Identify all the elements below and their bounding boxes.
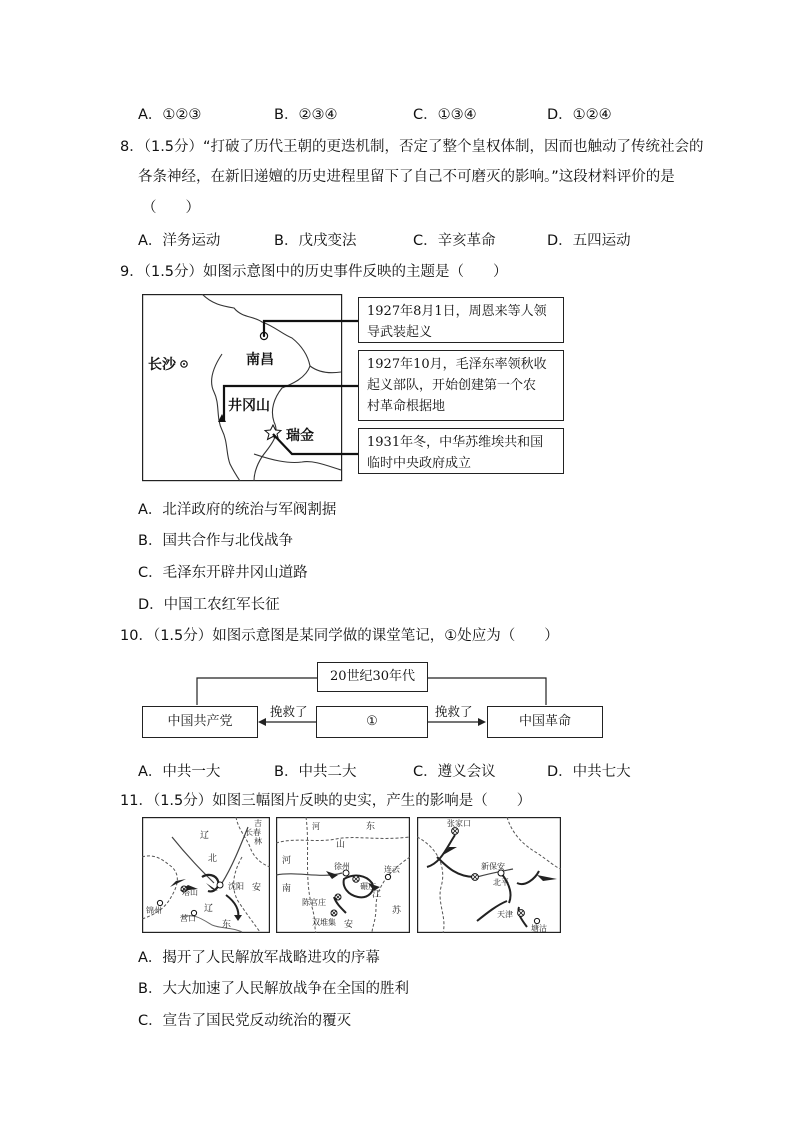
q9-option-a: A．北洋政府的统治与军阀割据 xyxy=(138,502,337,518)
q8-option-b: B．戊戌变法 xyxy=(274,233,357,249)
q7-option-b: B．②③④ xyxy=(274,107,338,123)
huaihai-map xyxy=(276,817,410,933)
q8-option-c: C．辛亥革命 xyxy=(413,233,496,249)
liaoshen-label-liao2: 辽 xyxy=(204,904,214,914)
q8-option-a: A．洋务运动 xyxy=(138,233,221,249)
huaihai-label-an: 安 xyxy=(344,920,354,930)
huaihai-label-shuangduiji: 双堆集 xyxy=(312,918,336,927)
pingjin-label-tianjin: 天津 xyxy=(497,910,513,919)
event-text: 1931年冬，中华苏维埃共和国 xyxy=(367,435,544,450)
liaoshen-label-ji: 吉 xyxy=(254,819,262,828)
q7-option-a: A．①②③ xyxy=(138,107,202,123)
pingjin-map xyxy=(417,817,561,933)
q10-arrow-right-label: 挽救了 xyxy=(435,704,473,719)
pingjin-label-xinbaoan: 新保安 xyxy=(481,862,505,871)
liaoshen-label-jinzhou: 锦州 xyxy=(146,906,162,915)
map-label-changsha: 长沙 xyxy=(148,357,176,373)
liaoshen-label-yingkou: 营口 xyxy=(180,914,196,923)
liaoshen-label-bei: 北 xyxy=(208,854,218,864)
liaoshen-label-dong: 东 xyxy=(222,920,232,930)
huaihai-label-shan: 山 xyxy=(336,840,346,850)
map-label-nanchang: 南昌 xyxy=(246,352,274,368)
huaihai-label-jiang: 江 xyxy=(372,890,382,900)
q10-arrow-left-label: 挽救了 xyxy=(270,704,308,719)
huaihai-label-he2: 河 xyxy=(282,856,292,866)
liaoshen-map xyxy=(142,817,270,933)
event-text: 临时中央政府成立 xyxy=(367,456,472,471)
q10-stem: 10．（1.5分）如图示意图是某同学做的课堂笔记，①处应为（ ） xyxy=(120,628,559,644)
huaihai-label-su: 苏 xyxy=(392,906,402,916)
q10-option-c: C．遵义会议 xyxy=(413,764,496,780)
liaoshen-label-liao: 辽 xyxy=(200,831,210,841)
q8-stem-line1: 8．（1.5分）“打破了历代王朝的更迭机制，否定了整个皇权体制，因而也触动了传统社会的 xyxy=(120,139,704,155)
q10-right-box: 中国革命 xyxy=(487,706,603,738)
q10-diagram xyxy=(138,658,608,742)
q9-option-b: B．国共合作与北伐战争 xyxy=(138,533,293,549)
huaihai-label-nianzhuang: 碾庄 xyxy=(360,882,376,891)
q10-top-box: 20世纪30年代 xyxy=(317,662,428,692)
event-text: 1927年10月，毛泽东率领秋收 xyxy=(367,357,547,372)
pingjin-label-beiping: 北平 xyxy=(493,878,509,887)
q9-event-box-ruijin xyxy=(358,428,564,474)
q9-option-d: D．中国工农红军长征 xyxy=(138,597,280,613)
event-text: 导武装起义 xyxy=(367,325,433,340)
huaihai-label-xuzhou: 徐州 xyxy=(334,862,350,871)
q11-option-c: C．宣告了国民党反动统治的覆灭 xyxy=(138,1013,352,1029)
q10-middle-box: ① xyxy=(316,706,428,738)
map-label-jinggangshan: 井冈山 xyxy=(228,398,270,414)
q10-option-d: D．中共七大 xyxy=(547,764,631,780)
event-text: 1927年8月1日，周恩来等人领 xyxy=(367,304,547,319)
q9-figure xyxy=(142,294,564,482)
q11-stem: 11．（1.5分）如图三幅图片反映的史实，产生的影响是（ ） xyxy=(120,793,532,809)
q11-map-pingjin xyxy=(417,817,561,933)
q9-option-c: C．毛泽东开辟井冈山道路 xyxy=(138,565,308,581)
q10-left-box: 中国共产党 xyxy=(142,706,258,738)
huaihai-label-nan: 南 xyxy=(282,884,292,894)
q9-event-box-jinggangshan xyxy=(358,350,564,421)
liaoshen-label-an: 安 xyxy=(252,883,262,893)
q11-map-liaoshen xyxy=(142,817,270,933)
pingjin-label-tanggu: 塘沽 xyxy=(531,924,547,933)
q9-stem: 9．（1.5分）如图示意图中的历史事件反映的主题是（ ） xyxy=(120,264,508,280)
q11-option-b: B．大大加速了人民解放战争在全国的胜利 xyxy=(138,981,409,997)
pingjin-label-zhangjiakou: 张家口 xyxy=(447,819,471,828)
liaoshen-label-shenyang: 沈阳 xyxy=(228,882,244,891)
q8-answer-blank: （ ） xyxy=(142,200,200,216)
q9-event-box-nanchang xyxy=(358,297,564,343)
q7-option-c: C．①③④ xyxy=(413,107,477,123)
event-text: 村革命根据地 xyxy=(367,399,446,414)
huaihai-label-dong: 东 xyxy=(366,822,376,832)
q11-option-a: A．揭开了人民解放军战略进攻的序幕 xyxy=(138,950,380,966)
event-text: 起义部队，开始创建第一个农 xyxy=(367,378,537,393)
huaihai-label-he: 河 xyxy=(312,822,320,831)
huaihai-label-lianyun: 连云 xyxy=(384,865,400,874)
q11-map-huaihai xyxy=(276,817,410,933)
liaoshen-label-changchun: 长春 xyxy=(245,828,261,837)
huaihai-label-chenguanzhuang: 陈官庄 xyxy=(302,898,326,907)
map-label-ruijin: 瑞金 xyxy=(286,428,314,444)
q8-stem-line2: 各条神经，在新旧递嬗的历史进程里留下了自己不可磨灭的影响。”这段材料评价的是 xyxy=(138,169,675,185)
liaoshen-label-tashan: 塔山 xyxy=(182,888,198,897)
q8-option-d: D．五四运动 xyxy=(547,233,631,249)
q7-option-d: D．①②④ xyxy=(547,107,612,123)
q10-option-b: B．中共二大 xyxy=(274,764,357,780)
liaoshen-label-lin: 林 xyxy=(254,837,262,846)
q10-option-a: A．中共一大 xyxy=(138,764,221,780)
